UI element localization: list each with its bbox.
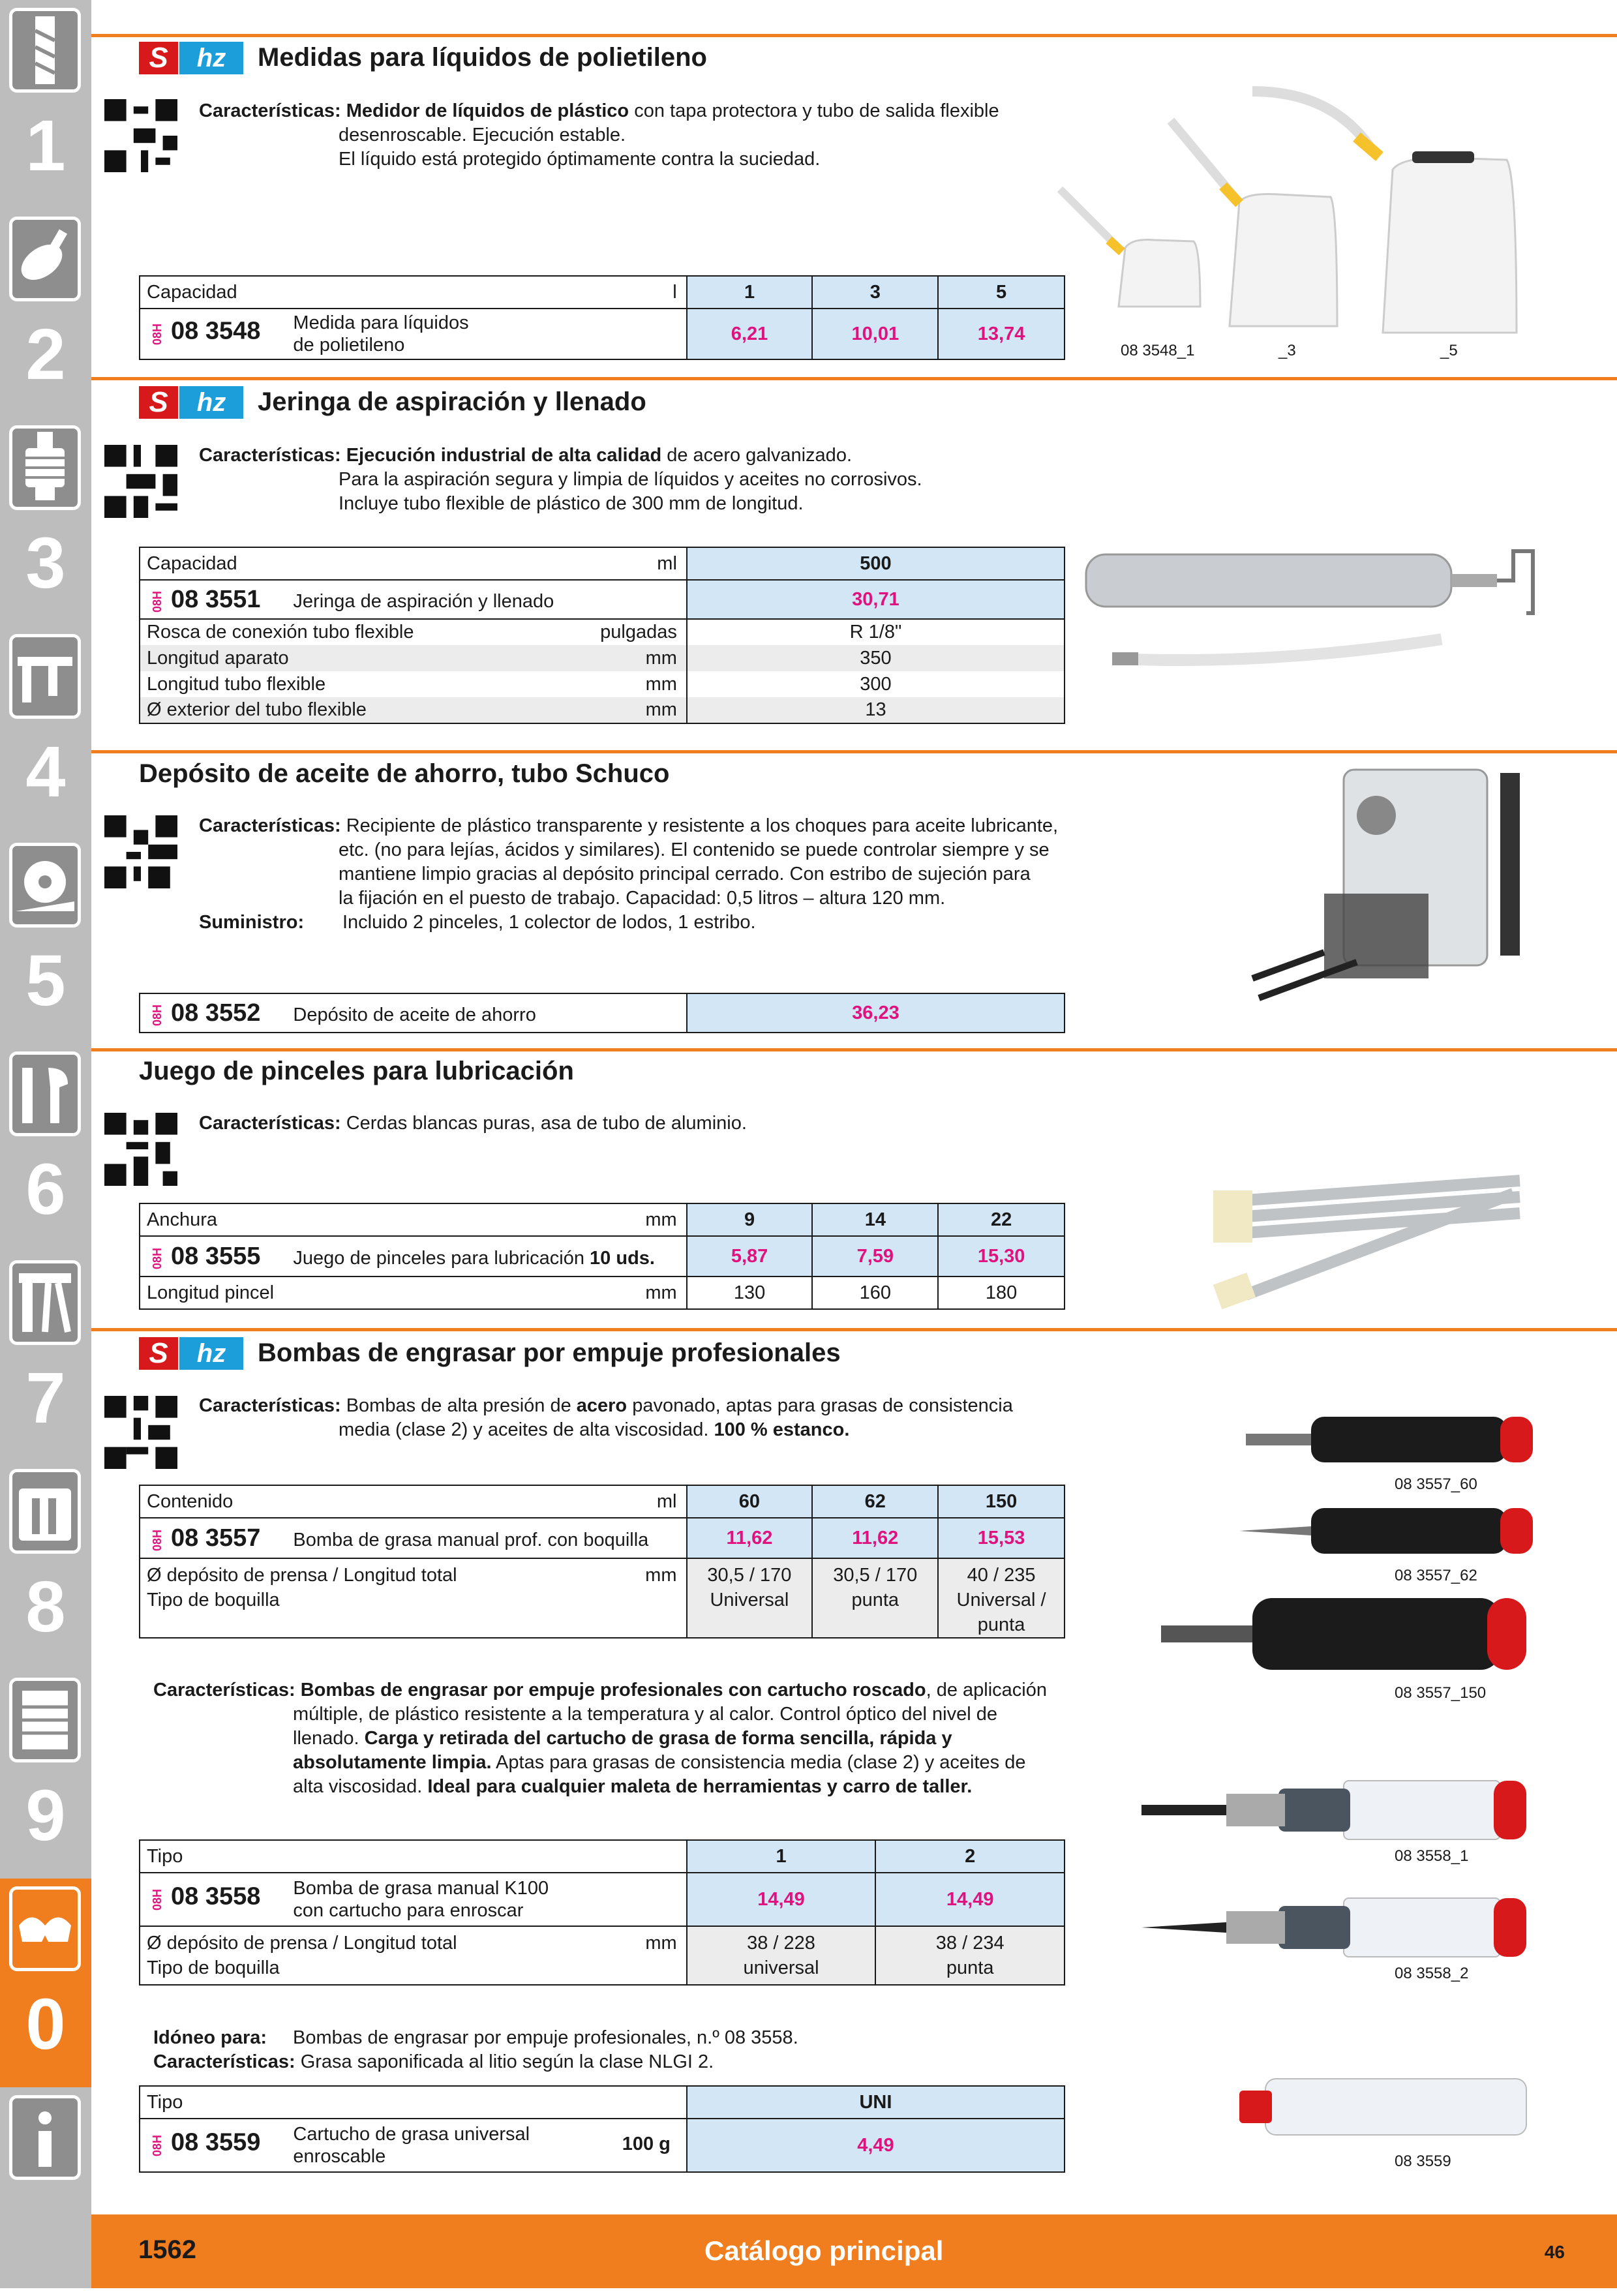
spec-table: Tipo UNI 08H 08 3559 Cartucho de grasa universal enroscable 100 g 4,49 xyxy=(139,2085,1065,2173)
chapter-tab-8[interactable]: 8 xyxy=(0,1461,91,1670)
product-image-grease-gun-k100-2 xyxy=(1135,1892,1539,1963)
product-image-grease-cartridge xyxy=(1226,2071,1539,2143)
chapter-tab-info[interactable] xyxy=(0,2087,91,2296)
chapter-tab-1[interactable]: 1 xyxy=(0,0,91,209)
price: 13,74 xyxy=(938,309,1065,359)
section-title: Depósito de aceite de ahorro, tubo Schuco xyxy=(139,759,670,788)
chuck-icon xyxy=(9,425,81,510)
qr-code[interactable] xyxy=(104,99,177,172)
chapter-tab-4[interactable]: 4 xyxy=(0,626,91,835)
grinding-disc-icon xyxy=(9,217,81,301)
drill-bit-icon xyxy=(9,8,81,93)
description: Características: Recipiente de plástico transparente y resistente a los choques para aceite lubricante, etc. (no para lejías, ácidos y similares). El contenido se puede controlar siempre y se mantiene limpio gracias al depósito principal cerrado. Con estribo de sujeción para la fijación en el puesto de trabajo. Capacidad: 0,5 litros – altura 120 mm. Suministro: Incluido 2 pinceles, 1 colector de lodos, 1 estribo. xyxy=(199,815,1059,933)
chapter-tab-7[interactable]: 7 xyxy=(0,1252,91,1461)
product-image-grease-gun-150 xyxy=(1148,1592,1539,1683)
page-number: 1562 xyxy=(138,2235,196,2264)
price: 15,30 xyxy=(938,1236,1065,1276)
price: 15,53 xyxy=(938,1518,1065,1558)
section-divider xyxy=(91,34,1617,37)
price: 14,49 xyxy=(687,1873,876,1926)
price: 7,59 xyxy=(812,1236,938,1276)
description: Características: Bombas de engrasar por empuje profesionales con cartucho roscado, de aplicación múltiple, de plástico resistente a la temperatura y al calor. Control óptico del nivel de llenado. Carga y retirada del cartucho de grasa de forma sencilla, rápida y absolutamente limpia. Aptas para grasas de consistencia media (clase 2) y aceites de alta viscosidad. Ideal para cualquier maleta de herramientas y carro de taller. xyxy=(153,1680,1047,1797)
article-number: 08 3548 xyxy=(171,317,261,345)
price: 4,49 xyxy=(687,2119,1065,2172)
spec-table: Contenido ml 60 62 150 08H 08 3557 Bomba de grasa manual prof. con boquilla 11,62 11,62 15,53 Ø depósito de prensa / Longitud total mm Tipo de boquilla 30,5 / 170 Universal 30,5 / 170 punta 40 / 235 Universal / punta xyxy=(139,1485,1065,1639)
brand-logo: S hz xyxy=(139,1337,243,1376)
qr-code[interactable] xyxy=(104,1396,177,1469)
safety-glasses-icon xyxy=(9,1886,81,1971)
article-number: 08 3557 xyxy=(171,1524,261,1552)
wrench-icon xyxy=(9,1051,81,1136)
product-image-brushes xyxy=(1207,1155,1546,1311)
chapter-tab-6[interactable]: 6 xyxy=(0,1044,91,1252)
section-title: Bombas de engrasar por empuje profesionales xyxy=(258,1338,841,1367)
price: 10,01 xyxy=(812,309,938,359)
spec-table: 08H 08 3552 Depósito de aceite de ahorro 36,23 xyxy=(139,993,1065,1033)
section-divider xyxy=(91,750,1617,753)
qr-code[interactable] xyxy=(104,1113,177,1186)
article-number: 08 3552 xyxy=(171,999,261,1027)
saw-blade-icon xyxy=(9,843,81,928)
chapter-tab-2[interactable]: 2 xyxy=(0,209,91,417)
toolbox-icon xyxy=(9,1469,81,1554)
page-footer xyxy=(91,2214,1617,2288)
cabinet-icon xyxy=(9,1678,81,1762)
chapter-sidebar xyxy=(0,0,91,2288)
product-image-oil-tank xyxy=(1239,763,1546,1024)
description: Características: Cerdas blancas puras, asa de tubo de aluminio. xyxy=(199,1113,747,1134)
spec-table: Tipo 1 2 08H 08 3558 Bomba de grasa manual K100 con cartucho para enroscar 14,49 14,49 Ø depósito de prensa / Longitud total mm Tipo de boquilla 38 / 228 universal 38 / 234 punta xyxy=(139,1839,1065,1986)
article-number: 08 3559 xyxy=(171,2128,261,2156)
section-divider xyxy=(91,1048,1617,1051)
pliers-icon xyxy=(9,1260,81,1345)
product-image-grease-gun-60 xyxy=(1226,1409,1539,1474)
price: 11,62 xyxy=(812,1518,938,1558)
section-title: Juego de pinceles para lubricación xyxy=(139,1057,574,1085)
article-number: 08 3558 xyxy=(171,1882,261,1911)
catalog-title: Catálogo principal xyxy=(704,2235,944,2266)
spec-table: Capacidad l 1 3 5 08H 08 3548 Medida para líquidos de polietileno 6,21 10,01 13,74 xyxy=(139,275,1065,360)
spec-table: Capacidad ml 500 08H 08 3551 Jeringa de aspiración y llenado 30,71 Rosca de conexión tubo flexible pulgadas R 1/8" Longitud aparato mm 350 Longitud tubo flexible mm 300 Ø exterior del tubo flexible mm 13 xyxy=(139,547,1065,724)
description: Características: Ejecución industrial de alta calidad de acero galvanizado. Para la aspiración segura y limpia de líquidos y aceites no corrosivos. Incluye tubo flexible de plástico de 300 mm de longitud. xyxy=(199,445,922,514)
price: 30,71 xyxy=(687,580,1065,619)
qr-code[interactable] xyxy=(104,815,177,888)
product-image-jugs xyxy=(1057,85,1526,339)
product-image-grease-gun-62 xyxy=(1226,1500,1539,1565)
price: 11,62 xyxy=(687,1518,813,1558)
brand-logo: S hz xyxy=(139,42,243,81)
info-icon xyxy=(9,2095,81,2180)
caliper-icon xyxy=(9,634,81,719)
description: Características: Bombas de alta presión de acero pavonado, aptas para grasas de consistencia media (clase 2) y aceites de alta viscosidad. 100 % estanco. xyxy=(199,1395,1013,1440)
chapter-tab-9[interactable]: 9 xyxy=(0,1670,91,1879)
section-title: Medidas para líquidos de polietileno xyxy=(258,43,707,72)
article-number: 08 3551 xyxy=(171,585,261,613)
description: Idóneo para: Bombas de engrasar por empuje profesionales, n.º 08 3558. Características: Grasa saponificada al litio según la clase NLGI 2. xyxy=(153,2027,798,2072)
chapter-tab-5[interactable]: 5 xyxy=(0,835,91,1044)
price: 6,21 xyxy=(687,309,813,359)
article-number: 08 3555 xyxy=(171,1242,261,1270)
product-image-syringe xyxy=(1076,541,1546,711)
section-divider xyxy=(91,1328,1617,1331)
price: 36,23 xyxy=(687,993,1065,1033)
section-divider xyxy=(91,377,1617,380)
brand-logo: S hz xyxy=(139,386,243,425)
section-title: Jeringa de aspiración y llenado xyxy=(258,387,646,416)
price: 14,49 xyxy=(875,1873,1065,1926)
price: 5,87 xyxy=(687,1236,813,1276)
description: Características: Medidor de líquidos de plástico con tapa protectora y tubo de salida flexible desenroscable. Ejecución estable. El líquido está protegido óptimamente contra la suciedad. xyxy=(199,100,999,170)
chapter-tab-3[interactable]: 3 xyxy=(0,417,91,626)
spec-table: Anchura mm 9 14 22 08H 08 3555 Juego de pinceles para lubricación 10 uds. 5,87 7,59 15,30 Longitud pincel mm 130 160 180 xyxy=(139,1203,1065,1310)
qr-code[interactable] xyxy=(104,445,177,518)
chapter-tab-0[interactable]: 0 xyxy=(0,1879,91,2087)
index-number: 46 xyxy=(1544,2242,1565,2262)
product-image-grease-gun-k100-1 xyxy=(1135,1774,1539,1846)
